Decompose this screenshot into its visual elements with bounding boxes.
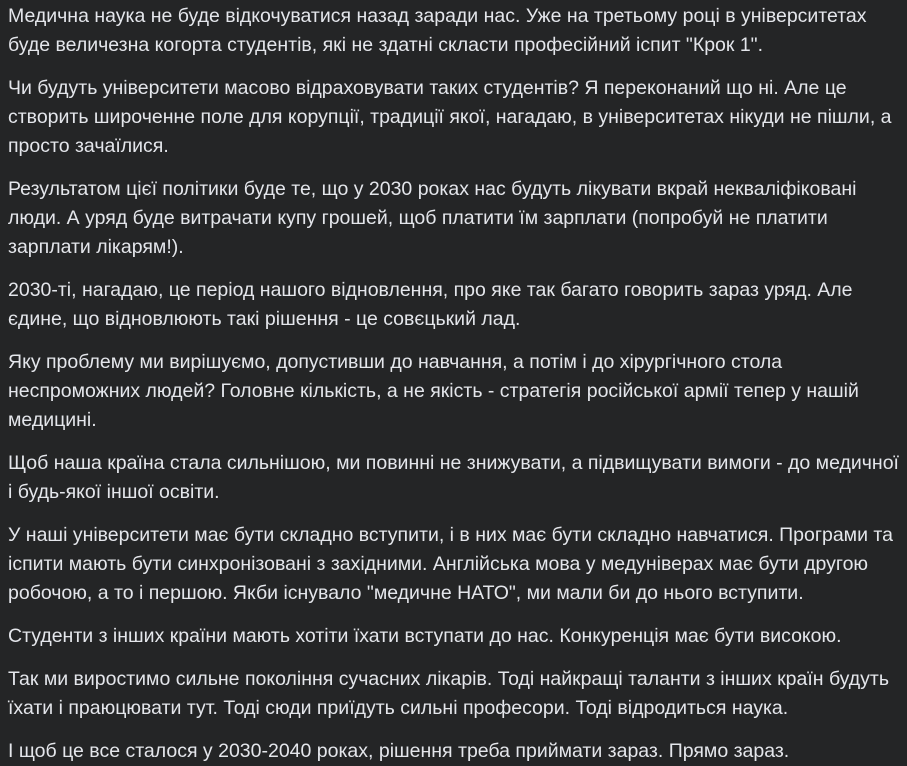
post-paragraph-9: Так ми виростимо сильне покоління сучасних лікарів. Тоді найкращі таланти з інших країн будуть їхати і праюцювати тут. Тоді сюди приїдуть сильні професори. Тоді відродиться наука.	[8, 668, 890, 719]
post-paragraph-3: Результатом цієї політики буде те, що у 2030 роках нас будуть лікувати вкрай некваліфіковані люди. А уряд буде витрачати купу грошей, щоб платити їм зарплати (попробуй не платити зарплати лікарям!).	[8, 178, 857, 258]
post-paragraph-6: Щоб наша країна стала сильнішою, ми повинні не знижувати, а підвищувати вимоги - до медичної і будь-якої іншої освіти.	[8, 452, 899, 503]
post-paragraph-1: Медична наука не буде відкочуватися назад заради нас. Уже на третьому році в університетах буде величезна когорта студентів, які не здатні скласти професійний іспит "Крок 1".	[8, 5, 867, 56]
post-paragraph-5: Яку проблему ми вирішуємо, допустивши до навчання, а потім і до хірургічного стола неспроможних людей? Головне кількість, а не якість - стратегія російської армії тепер у нашій медицині.	[8, 351, 859, 431]
post-paragraph-2: Чи будуть університети масово відраховувати таких студентів? Я переконаний що ні. Але це створить широченне поле для корупції, традиції якої, нагадаю, в університетах нікуди не пішли, а просто зачаїлися.	[8, 77, 892, 157]
post-paragraph-8: Студенти з інших країни мають хотіти їхати вступати до нас. Конкуренція має бути високою.	[8, 625, 842, 647]
post-paragraph-4: 2030-ті, нагадаю, це період нашого відновлення, про яке так багато говорить зараз уряд. Але єдине, що відновлюють такі рішення - це совєцький лад.	[8, 279, 853, 330]
post-paragraph-10: І щоб це все сталося у 2030-2040 роках, рішення треба приймати зараз. Прямо зараз.	[8, 740, 790, 762]
post-paragraph-7: У наші університети має бути складно вступити, і в них має бути складно навчатися. Програми та іспити мають бути синхронізовані з західними. Англійська мова у медуніверах має бути другою робочою, а то і першою. Якби існувало "медичне НАТО", ми мали би до нього вступити.	[8, 524, 893, 604]
